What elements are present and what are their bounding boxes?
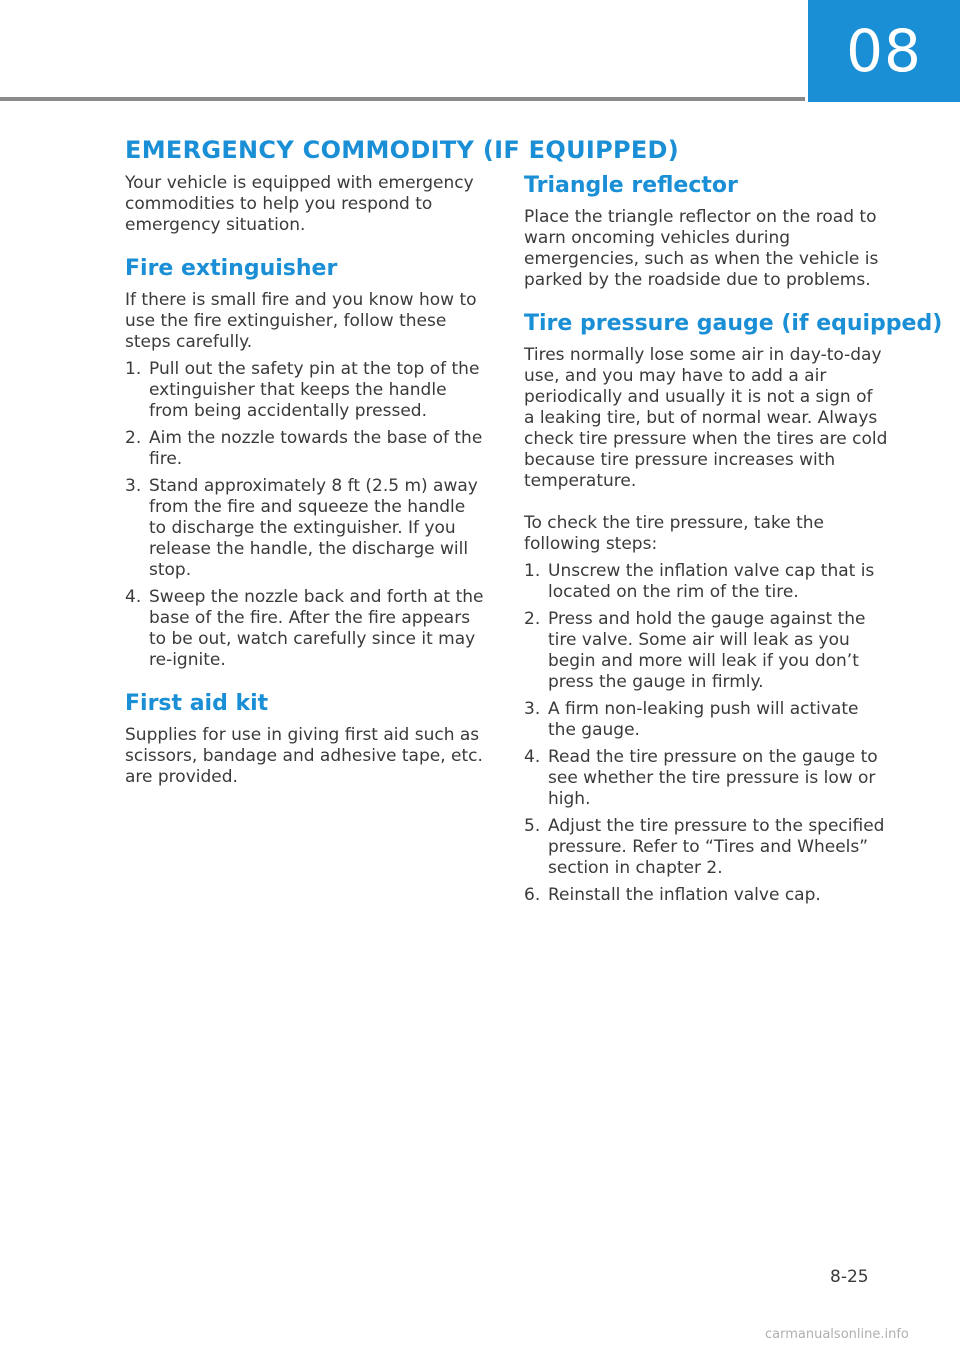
step-text: Press and hold the gauge against the tire valve. Some air will leak as you begin and more will leak if you don’t press the gauge in firmly. <box>548 609 866 692</box>
step-text: Aim the nozzle towards the base of the fire. <box>149 428 483 469</box>
page-number: 8-25 <box>830 1267 869 1287</box>
step-text: Sweep the nozzle back and forth at the base of the fire. After the fire appears to be out, watch carefully since it may re-ignite. <box>149 587 484 670</box>
list-item <box>125 476 487 581</box>
tire-pressure-heading: Tire pressure gauge (if equipped) <box>524 311 943 336</box>
step-text: Adjust the tire pressure to the specified pressure. Refer to “Tires and Wheels” section in chapter 2. <box>548 816 885 878</box>
list-item <box>524 885 888 906</box>
first-aid-kit-body: Supplies for use in giving first aid such as scissors, bandage and adhesive tape, etc. are provided. <box>125 725 483 787</box>
step-text: Reinstall the inflation valve cap. <box>548 885 821 905</box>
step-text: Read the tire pressure on the gauge to see whether the tire pressure is low or high. <box>548 747 878 809</box>
step-text: Stand approximately 8 ft (2.5 m) away from the fire and squeeze the handle to discharge the extinguisher. If you release the handle, the discharge will stop. <box>149 476 478 580</box>
step-number: 6. <box>524 885 541 905</box>
step-number: 3. <box>524 699 541 719</box>
triangle-reflector-body: Place the triangle reflector on the road to warn oncoming vehicles during emergencies, such as when the vehicle is parked by the roadside due to problems. <box>524 207 879 290</box>
right-column <box>524 173 943 906</box>
left-column <box>125 173 487 788</box>
step-text: Pull out the safety pin at the top of the extinguisher that keeps the handle from being accidentally pressed. <box>149 359 480 421</box>
fire-extinguisher-heading: Fire extinguisher <box>125 256 338 281</box>
list-item <box>524 699 888 741</box>
tire-pressure-body: Tires normally lose some air in day-to-day use, and you may have to add a air periodically and usually it is not a sign of a leaking tire, but of normal wear. Always check tire pressure when the tires are cold because tire pressure increases with temperature. <box>524 345 888 491</box>
chapter-tab: 08 <box>808 0 960 102</box>
list-item <box>524 561 888 603</box>
step-number: 1. <box>125 359 142 379</box>
step-number: 3. <box>125 476 142 496</box>
step-number: 1. <box>524 561 541 581</box>
fire-extinguisher-body: If there is small fire and you know how to use the fire extinguisher, follow these steps carefully. <box>125 290 477 352</box>
list-item <box>125 359 487 422</box>
fire-extinguisher-steps <box>125 359 487 671</box>
list-item <box>524 816 888 879</box>
section-title: EMERGENCY COMMODITY (IF EQUIPPED) <box>125 136 680 164</box>
tire-pressure-steps-intro: To check the tire pressure, take the following steps: <box>524 513 824 554</box>
step-number: 5. <box>524 816 541 836</box>
watermark: carmanualsonline.info <box>765 1327 909 1342</box>
intro-paragraph: Your vehicle is equipped with emergency commodities to help you respond to emergency situation. <box>125 173 474 235</box>
list-item <box>524 747 888 810</box>
step-number: 2. <box>524 609 541 629</box>
list-item <box>125 428 487 470</box>
step-number: 4. <box>524 747 541 767</box>
header-rule <box>0 97 805 101</box>
step-text: A firm non-leaking push will activate the gauge. <box>548 699 859 740</box>
list-item <box>524 609 888 693</box>
step-number: 4. <box>125 587 142 607</box>
first-aid-kit-heading: First aid kit <box>125 691 269 716</box>
triangle-reflector-heading: Triangle reflector <box>524 173 738 198</box>
step-text: Unscrew the inflation valve cap that is located on the rim of the tire. <box>548 561 875 602</box>
list-item <box>125 587 487 671</box>
step-number: 2. <box>125 428 142 448</box>
tire-pressure-steps <box>524 561 888 906</box>
